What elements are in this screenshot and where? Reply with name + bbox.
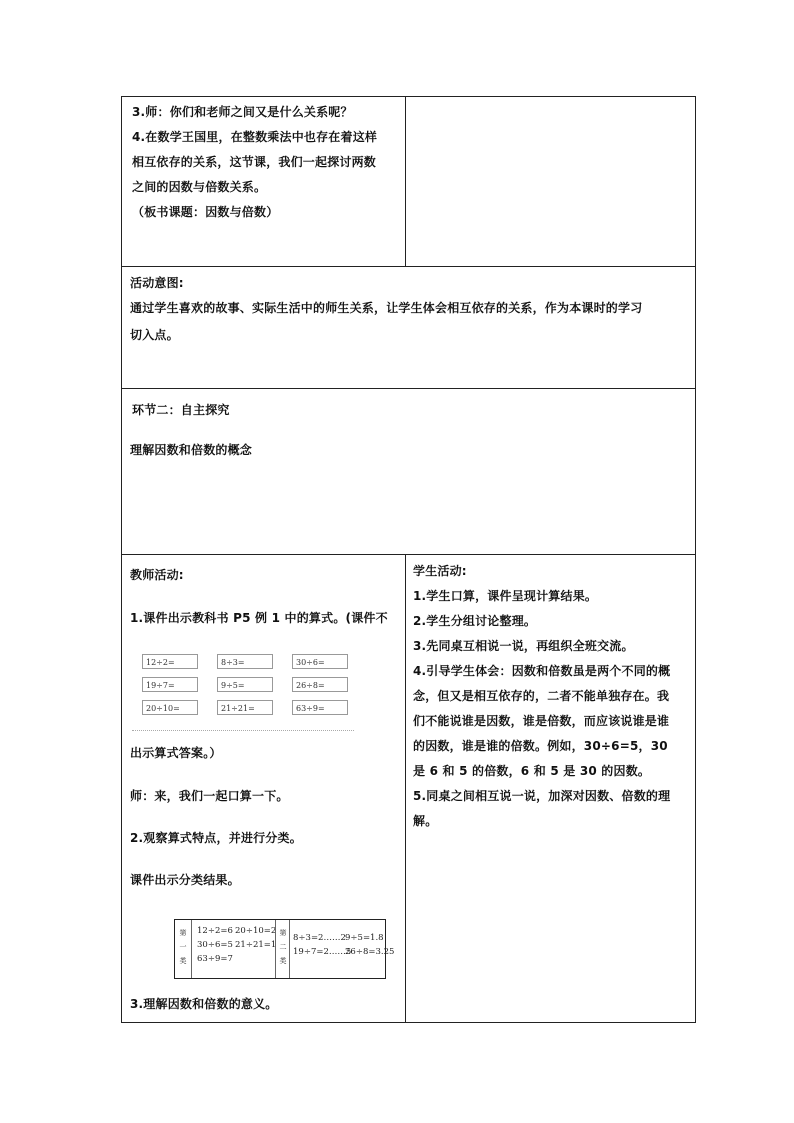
teacher-line: 3.理解因数和倍数的意义。 xyxy=(130,997,278,1011)
exercise-box: 63÷9= xyxy=(292,700,348,715)
group2-label: 第二类 xyxy=(279,929,287,965)
teacher-line: 2.观察算式特点，并进行分类。 xyxy=(130,831,302,845)
board-title-line: （板书课题：因数与倍数） xyxy=(132,205,279,219)
row-divider xyxy=(122,554,695,555)
student-line: 们不能说谁是因数，谁是倍数，而应该说谁是谁 xyxy=(413,714,670,728)
group2-equation: 19÷7=2……5 xyxy=(293,947,352,957)
student-line: 解。 xyxy=(413,814,438,828)
intent-line: 通过学生喜欢的故事、实际生活中的师生关系，让学生体会相互依存的关系，作为本课时的学习 xyxy=(130,301,643,315)
exercise-grid xyxy=(132,654,352,732)
stage2-subtitle: 理解因数和倍数的概念 xyxy=(130,443,253,457)
student-line: 念，但又是相互依存的，二者不能单独存在。我 xyxy=(413,689,670,703)
row-divider xyxy=(122,388,695,389)
group1-equation: 12÷2=6 xyxy=(197,926,233,936)
group1-equation: 63÷9=7 xyxy=(197,954,233,964)
intro-line: 相互依存的关系，这节课，我们一起探讨两数 xyxy=(132,155,377,169)
intent-line: 切入点。 xyxy=(130,328,179,342)
intro-line: 之间的因数与倍数关系。 xyxy=(132,180,267,194)
teacher-line: 课件出示分类结果。 xyxy=(130,873,240,887)
column-divider xyxy=(405,97,406,266)
group2-equation: 9÷5=1.8 xyxy=(345,933,384,943)
intent-title: 活动意图: xyxy=(130,276,184,290)
student-line: 的因数，谁是谁的倍数。例如，30÷6=5，30 xyxy=(413,739,668,753)
lesson-plan-table xyxy=(121,96,696,1023)
intent-cell xyxy=(130,271,642,348)
teacher-line: 出示算式答案。） xyxy=(130,746,222,760)
exercise-box: 12÷2= xyxy=(142,654,198,669)
exercise-box: 21÷21= xyxy=(217,700,273,715)
group1-equation: 20÷10=2 xyxy=(235,926,277,936)
student-line: 2.学生分组讨论整理。 xyxy=(413,614,537,628)
exercise-box: 20÷10= xyxy=(142,700,198,715)
student-line: 是 6 和 5 的倍数，6 和 5 是 30 的因数。 xyxy=(413,764,651,778)
teacher-title: 教师活动: xyxy=(130,568,184,582)
teacher-line: 1.课件出示教科书 P5 例 1 中的算式。(课件不 xyxy=(130,611,388,625)
student-line: 5.同桌之间相互说一说，加深对因数、倍数的理 xyxy=(413,789,671,803)
exercise-box: 8÷3= xyxy=(217,654,273,669)
dotted-divider xyxy=(132,730,354,731)
student-cell xyxy=(413,559,670,834)
column-divider xyxy=(289,920,290,978)
group1-label: 第一类 xyxy=(179,929,187,965)
column-divider xyxy=(275,920,276,978)
student-line: 4.引导学生体会：因数和倍数虽是两个不同的概 xyxy=(413,664,671,678)
column-divider xyxy=(405,554,406,1023)
group1-equation: 21÷21=1 xyxy=(235,940,277,950)
column-divider xyxy=(191,920,192,978)
group1-equation: 30÷6=5 xyxy=(197,940,233,950)
intro-line: 4.在数学王国里，在整数乘法中也存在着这样 xyxy=(132,130,378,144)
exercise-box: 26÷8= xyxy=(292,677,348,692)
classification-table xyxy=(174,919,395,979)
row-divider xyxy=(122,266,695,267)
exercise-box: 9÷5= xyxy=(217,677,273,692)
group2-equation: 26÷8=3.25 xyxy=(345,947,395,957)
intro-cell xyxy=(132,100,377,225)
student-title: 学生活动: xyxy=(413,564,467,578)
group2-equation: 8÷3=2……2 xyxy=(293,933,346,943)
intro-line: 3.师：你们和老师之间又是什么关系呢？ xyxy=(132,105,353,119)
student-line: 1.学生口算，课件呈现计算结果。 xyxy=(413,589,598,603)
student-line: 3.先同桌互相说一说，再组织全班交流。 xyxy=(413,639,634,653)
teacher-line: 师：来，我们一起口算一下。 xyxy=(130,789,289,803)
stage2-title: 环节二：自主探究 xyxy=(132,403,230,417)
exercise-box: 30÷6= xyxy=(292,654,348,669)
exercise-box: 19÷7= xyxy=(142,677,198,692)
